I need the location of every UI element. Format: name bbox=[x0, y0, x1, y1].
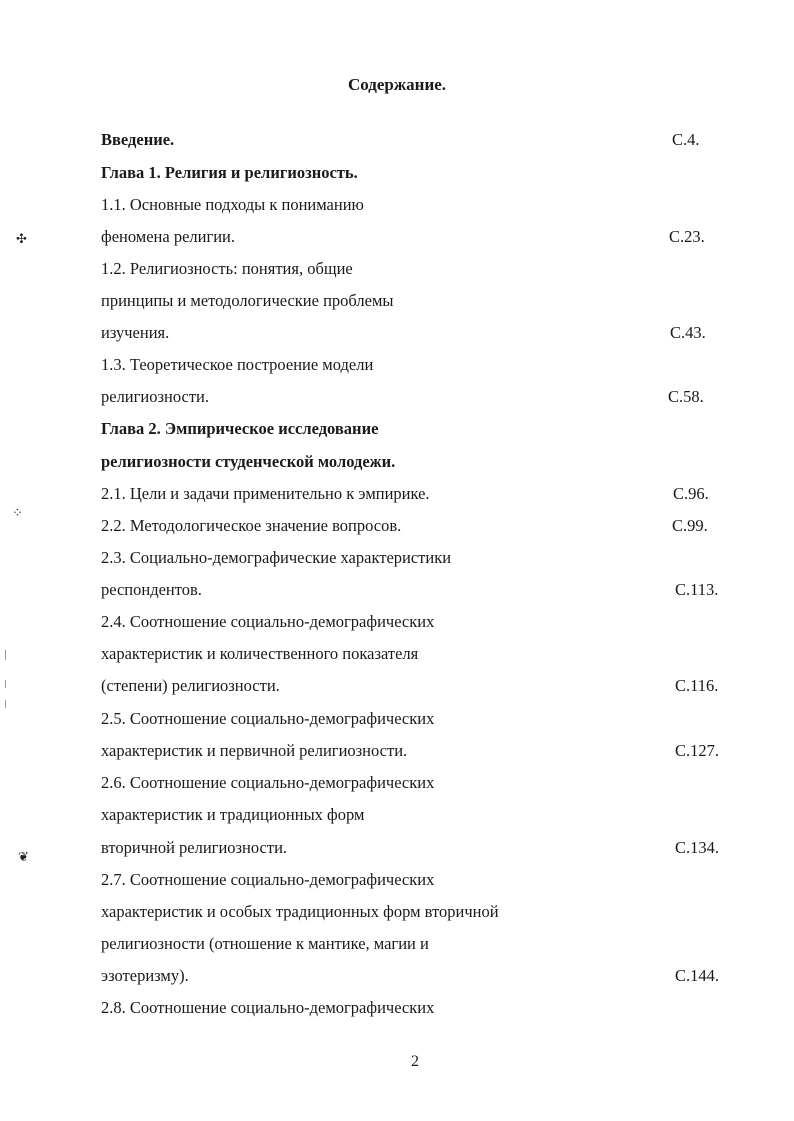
page-title: Содержание. bbox=[347, 75, 447, 94]
toc-entry bbox=[0, 644, 794, 676]
scan-mark bbox=[5, 700, 6, 708]
scan-mark bbox=[5, 650, 6, 660]
toc-entry bbox=[0, 355, 794, 387]
toc-entry-page: С.134. bbox=[675, 838, 720, 857]
toc-entry-text: 2.6. Соотношение социально-демографических bbox=[101, 773, 435, 792]
toc-entry-text: характеристик и первичной религиозности. bbox=[101, 741, 408, 760]
toc-entry bbox=[0, 387, 794, 419]
toc-entry bbox=[0, 902, 794, 934]
toc-entry-page: С.144. bbox=[675, 966, 720, 985]
toc-entry bbox=[0, 195, 794, 227]
toc-entry bbox=[0, 484, 794, 516]
toc-entry-page: С.96. bbox=[673, 484, 709, 503]
toc-entry bbox=[0, 452, 794, 484]
toc-entry-text: 2.4. Соотношение социально-демографических bbox=[101, 612, 435, 631]
toc-entry-text: религиозности студенческой молодежи. bbox=[101, 452, 396, 471]
toc-entry-page: С.99. bbox=[672, 516, 708, 535]
toc-entry-text: религиозности (отношение к мантике, магии и bbox=[101, 934, 429, 953]
toc-entry bbox=[0, 130, 794, 162]
toc-entry-page: С.116. bbox=[675, 676, 719, 695]
toc-entry bbox=[0, 838, 794, 870]
toc-entry-text: 2.5. Соотношение социально-демографических bbox=[101, 709, 435, 728]
toc-entry bbox=[0, 227, 794, 259]
toc-entry-text: вторичной религиозности. bbox=[101, 838, 288, 857]
toc-entry bbox=[0, 323, 794, 355]
toc-entry bbox=[0, 580, 794, 612]
scan-mark bbox=[5, 680, 6, 688]
toc-entry-text: Введение. bbox=[101, 130, 175, 149]
toc-entry-text: эзотеризму). bbox=[101, 966, 189, 985]
toc-entry-text: (степени) религиозности. bbox=[101, 676, 280, 695]
toc-entry bbox=[0, 548, 794, 580]
toc-entry bbox=[0, 291, 794, 323]
toc-entry bbox=[0, 709, 794, 741]
toc-entry-text: феномена религии. bbox=[101, 227, 236, 246]
toc-entry-text: 2.7. Соотношение социально-демографических bbox=[101, 870, 435, 889]
toc-entry bbox=[0, 676, 794, 708]
toc-entry bbox=[0, 612, 794, 644]
toc-entry bbox=[0, 741, 794, 773]
toc-entry-text: 2.2. Методологическое значение вопросов. bbox=[101, 516, 402, 535]
toc-entry-text: респондентов. bbox=[101, 580, 202, 599]
toc-entry bbox=[0, 259, 794, 291]
toc-entry-text: характеристик и традиционных форм bbox=[101, 805, 365, 824]
toc-entry-text: характеристик и количественного показателя bbox=[101, 644, 419, 663]
toc-entry-text: 1.3. Теоретическое построение модели bbox=[101, 355, 374, 374]
toc-entry bbox=[0, 516, 794, 548]
toc-entry bbox=[0, 998, 794, 1030]
toc-entry-text: 2.3. Социально-демографические характеристики bbox=[101, 548, 452, 567]
toc-entry bbox=[0, 419, 794, 451]
toc-entry-text: 1.1. Основные подходы к пониманию bbox=[101, 195, 364, 214]
toc-entry-page: С.43. bbox=[670, 323, 706, 342]
toc-entry-text: Глава 1. Религия и религиозность. bbox=[101, 163, 358, 182]
toc-entry bbox=[0, 966, 794, 998]
toc-entry-text: 2.1. Цели и задачи применительно к эмпирике. bbox=[101, 484, 430, 503]
scan-speck: ✣ bbox=[16, 231, 27, 246]
toc-entry-text: 1.2. Религиозность: понятия, общие bbox=[101, 259, 353, 278]
toc-entry bbox=[0, 934, 794, 966]
page-number: 2 bbox=[411, 1053, 419, 1070]
toc-entry-text: принципы и методологические проблемы bbox=[101, 291, 394, 310]
toc-entry bbox=[0, 870, 794, 902]
toc-entry bbox=[0, 773, 794, 805]
toc-entry-text: характеристик и особых традиционных форм вторичной bbox=[101, 902, 499, 921]
toc-entry-page: С.58. bbox=[668, 387, 704, 406]
toc-entry-page: С.113. bbox=[675, 580, 719, 599]
scan-speck: ⁘ bbox=[12, 505, 23, 520]
toc-entry-text: 2.8. Соотношение социально-демографических bbox=[101, 998, 435, 1017]
toc-entry-text: изучения. bbox=[101, 323, 170, 342]
toc-entry-page: С.127. bbox=[675, 741, 720, 760]
toc-entry-page: С.23. bbox=[669, 227, 705, 246]
toc-entry bbox=[0, 163, 794, 195]
toc-entry-text: Глава 2. Эмпирическое исследование bbox=[101, 419, 379, 438]
toc-entry-text: религиозности. bbox=[101, 387, 209, 406]
toc-entry bbox=[0, 805, 794, 837]
toc-entry-page: С.4. bbox=[672, 130, 700, 149]
scan-speck: ❦ bbox=[18, 849, 29, 864]
